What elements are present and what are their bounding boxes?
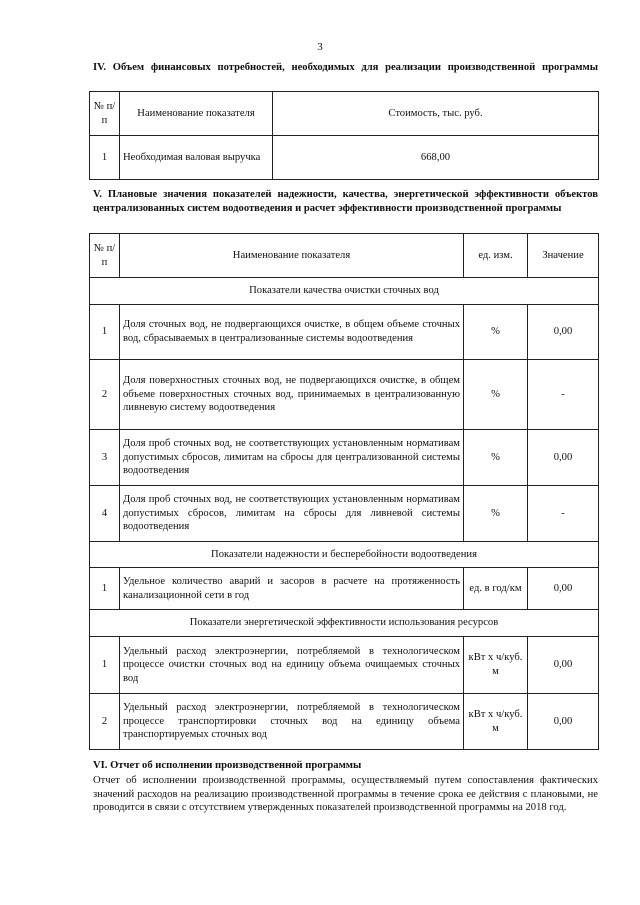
row-unit: % [464, 305, 528, 360]
header-num: № п/п [90, 92, 120, 136]
table-row [90, 486, 599, 542]
header-unit: ед. изм. [464, 234, 528, 278]
row-name: Необходимая валовая выручка [120, 136, 273, 180]
section4-heading: IV. Объем финансовых потребностей, необходимых для реализации производственной программы [93, 62, 598, 73]
table-header-row [90, 92, 599, 136]
row-name: Доля проб сточных вод, не соответствующих установленным нормативам допустимых сбросов, лимитам на сбросы для централизованной системы водоотведения [120, 430, 464, 486]
row-num: 1 [90, 305, 120, 360]
header-name: Наименование показателя [120, 234, 464, 278]
table-row [90, 305, 599, 360]
row-num: 4 [90, 486, 120, 542]
row-unit: % [464, 360, 528, 430]
row-value: 0,00 [528, 694, 599, 750]
financial-table [89, 91, 599, 180]
header-value: Значение [528, 234, 599, 278]
group-title: Показатели качества очистки сточных вод [90, 278, 599, 305]
row-num: 1 [90, 637, 120, 694]
row-value: 668,00 [273, 136, 599, 180]
table-row [90, 136, 599, 180]
row-unit: кВт х ч/куб. м [464, 694, 528, 750]
section6-paragraph: Отчет об исполнении производственной программы, осуществляемый путем сопоставления фактических значений расходов на реализацию производственной программы в течение срока ее действия с плановыми, не проводится в связи с отсутствием утвержденных показателей производственной программы на 2018 год. [93, 775, 598, 814]
row-name: Доля проб сточных вод, не соответствующих установленным нормативам допустимых сбросов, лимитам на сбросы для ливневой системы водоотведения [120, 486, 464, 542]
row-num: 1 [90, 136, 120, 180]
indicators-table [89, 233, 599, 750]
group-title: Показатели энергетической эффективности использования ресурсов [90, 610, 599, 637]
table-header-row [90, 234, 599, 278]
row-name: Удельное количество аварий и засоров в расчете на протяженность канализационной сети в год [120, 568, 464, 610]
header-num: № п/п [90, 234, 120, 278]
row-name: Удельный расход электроэнергии, потребляемой в технологическом процессе очистки сточных вод на единицу объема очищаемых сточных вод [120, 637, 464, 694]
row-unit: ед. в год/км [464, 568, 528, 610]
header-cost: Стоимость, тыс. руб. [273, 92, 599, 136]
row-num: 2 [90, 360, 120, 430]
row-name: Доля поверхностных сточных вод, не подвергающихся очистке, в общем объеме поверхностных сточных вод, принимаемых в централизованную ливневую систему водоотведения [120, 360, 464, 430]
table-row [90, 430, 599, 486]
row-value: 0,00 [528, 305, 599, 360]
row-unit: % [464, 430, 528, 486]
table-row [90, 360, 599, 430]
table-row [90, 637, 599, 694]
row-value: - [528, 486, 599, 542]
group-row [90, 542, 599, 568]
row-num: 3 [90, 430, 120, 486]
row-value: 0,00 [528, 568, 599, 610]
header-name: Наименование показателя [120, 92, 273, 136]
page-number: 3 [317, 41, 323, 53]
row-unit: % [464, 486, 528, 542]
row-value: 0,00 [528, 637, 599, 694]
group-title: Показатели надежности и бесперебойности водоотведения [90, 542, 599, 568]
table-row [90, 568, 599, 610]
group-row [90, 610, 599, 637]
section6-heading: VI. Отчет об исполнении производственной программы [93, 760, 362, 771]
row-num: 1 [90, 568, 120, 610]
table-row [90, 694, 599, 750]
group-row [90, 278, 599, 305]
row-unit: кВт х ч/куб. м [464, 637, 528, 694]
section5-heading: V. Плановые значения показателей надежности, качества, энергетической эффективности объектов централизованных систем водоотведения и расчет эффективности производственной программы [93, 189, 598, 214]
row-value: - [528, 360, 599, 430]
row-num: 2 [90, 694, 120, 750]
row-name: Доля сточных вод, не подвергающихся очистке, в общем объеме сточных вод, сбрасываемых в централизованные системы водоотведения [120, 305, 464, 360]
row-name: Удельный расход электроэнергии, потребляемой в технологическом процессе транспортировки сточных вод на единицу объема транспортируемых сточных вод [120, 694, 464, 750]
row-value: 0,00 [528, 430, 599, 486]
